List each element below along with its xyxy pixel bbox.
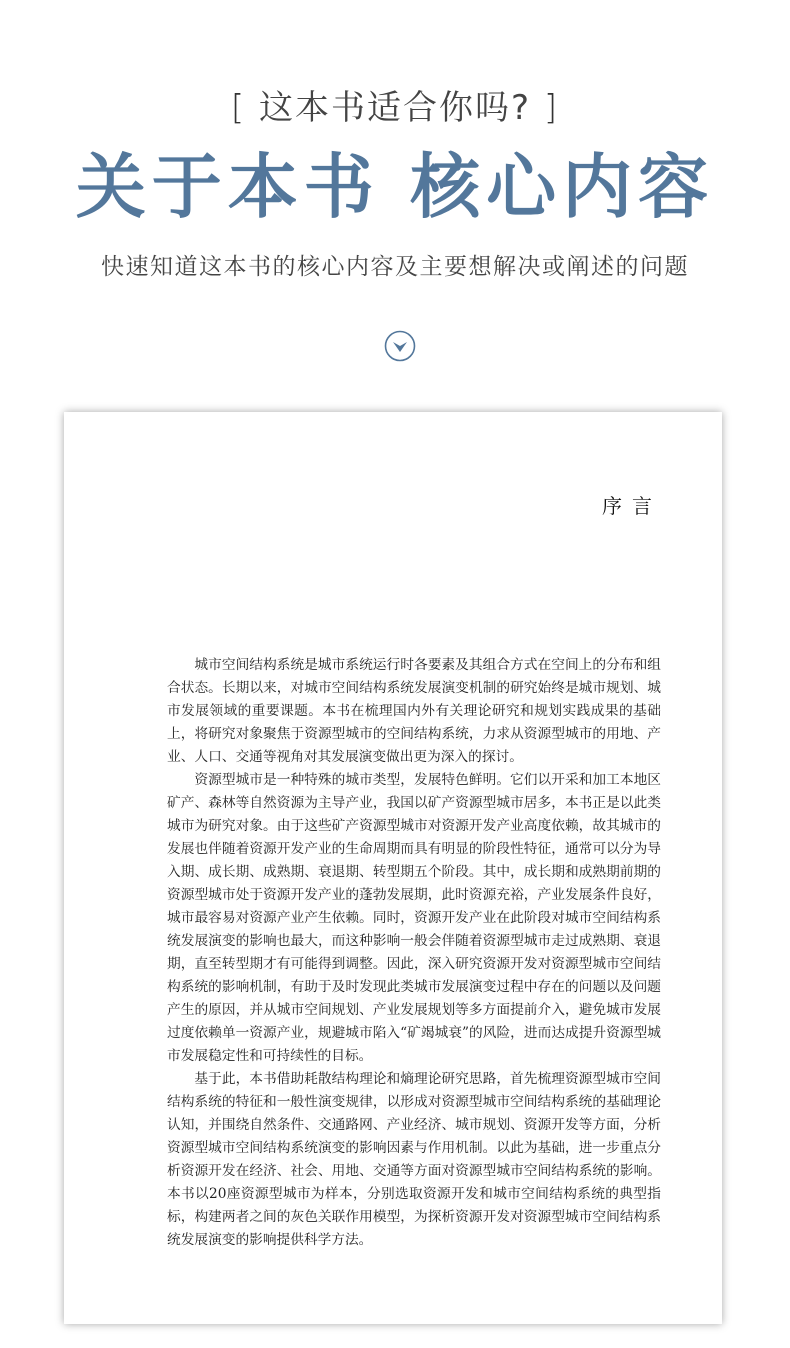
page-title: 关于本书 核心内容 xyxy=(75,145,715,228)
preface-body xyxy=(167,654,661,1252)
kicker-bracket-close: ] xyxy=(543,88,560,128)
paragraph: 城市空间结构系统是城市系统运行时各要素及其组合方式在空间上的分布和组合状态。长期以来，对城市空间结构系统发展演变机制的研究始终是城市规划、城市发展领域的重要课题。本书在梳理国内外有关理论研究和规划实践成果的基础上，将研究对象聚焦于资源型城市的空间结构系统，力求从资源型城市的用地、产业、人口、交通等视角对其发展演变做出更为深入的探讨。 xyxy=(167,657,661,765)
book-page-preview xyxy=(64,412,722,1324)
paragraph: 资源型城市是一种特殊的城市类型，发展特色鲜明。它们以开采和加工本地区矿产、森林等自然资源为主导产业，我国以矿产资源型城市居多，本书正是以此类城市为研究对象。由于这些矿产资源型城市对资源开发产业高度依赖，故其城市的发展也伴随着资源开发产业的生命周期而具有明显的阶段性特征，通常可以分为导入期、成长期、成熟期、衰退期、转型期五个阶段。其中，成长期和成熟期前期的资源型城市处于资源开发产业的蓬勃发展期，此时资源充裕，产业发展条件良好，城市最容易对资源产业产生依赖。同时，资源开发产业在此阶段对城市空间结构系统发展演变的影响也最大，而这种影响一般会伴随着资源型城市走过成熟期、衰退期，直至转型期才有可能得到调整。因此，深入研究资源开发对资源型城市空间结构系统的影响机制，有助于及时发现此类城市发展演变过程中存在的问题以及问题产生的原因，并从城市空间规划、产业发展规划等多方面提前介入，避免城市发展过度依赖单一资源产业，规避城市陷入“矿竭城衰”的风险，进而达成提升资源型城市发展稳定性和可持续性的目标。 xyxy=(167,772,661,1064)
page-subtitle: 快速知道这本书的核心内容及主要想解决或阐述的问题 xyxy=(101,254,689,280)
chevron-down-circle-icon xyxy=(384,330,416,362)
kicker-text: 这本书适合你吗? xyxy=(258,88,532,128)
paragraph: 基于此，本书借助耗散结构理论和熵理论研究思路，首先梳理资源型城市空间结构系统的特征和一般性演变规律，以形成对资源型城市空间结构系统的基础理论认知，并围绕自然条件、交通路网、产业经济、城市规划、资源开发等方面，分析资源型城市空间结构系统演变的影响因素与作用机制。以此为基础，进一步重点分析资源开发在经济、社会、用地、交通等方面对资源型城市空间结构系统的影响。本书以20座资源型城市为样本，分别选取资源开发和城市空间结构系统的典型指标，构建两者之间的灰色关联作用模型，为探析资源开发对资源型城市空间结构系统发展演变的影响提供科学方法。 xyxy=(167,1071,661,1248)
section-kicker xyxy=(0,80,790,129)
preface-heading: 序言 xyxy=(602,494,662,518)
kicker-bracket-open: [ xyxy=(230,88,247,128)
